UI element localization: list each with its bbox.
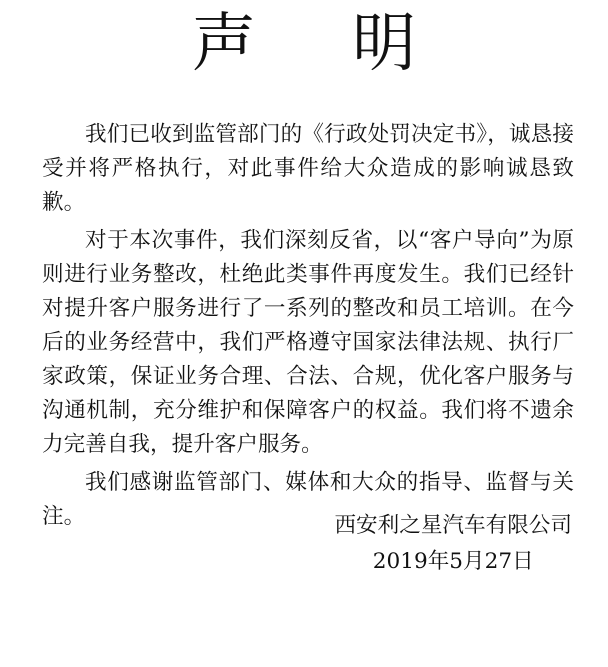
statement-date: 2019年5月27日	[372, 549, 534, 574]
paragraph-apology: 我们已收到监管部门的《行政处罚决定书》，诚恳接受并将严格执行，对此事件给大众造成的影响诚恳致歉。	[42, 122, 574, 215]
document-title: 声 明	[191, 7, 455, 81]
company-name: 西安利之星汽车有限公司	[334, 513, 572, 538]
document-body	[42, 118, 574, 538]
paragraph-rectification: 对于本次事件，我们深刻反省，以“客户导向”为原则进行业务整改，杜绝此类事件再度发生。我们已经针对提升客户服务进行了一系列的整改和员工培训。在今后的业务经营中，我们严格遵守国家法律法规、执行厂家政策，保证业务合理、合法、合规，优化客户服务与沟通机制，充分维护和保障客户的权益。我们将不遗余力完善自我，提升客户服务。	[42, 228, 574, 457]
paragraph-thanks: 我们感谢监管部门、媒体和大众的指导、监督与关注。	[42, 470, 574, 529]
signature-block	[334, 508, 572, 580]
